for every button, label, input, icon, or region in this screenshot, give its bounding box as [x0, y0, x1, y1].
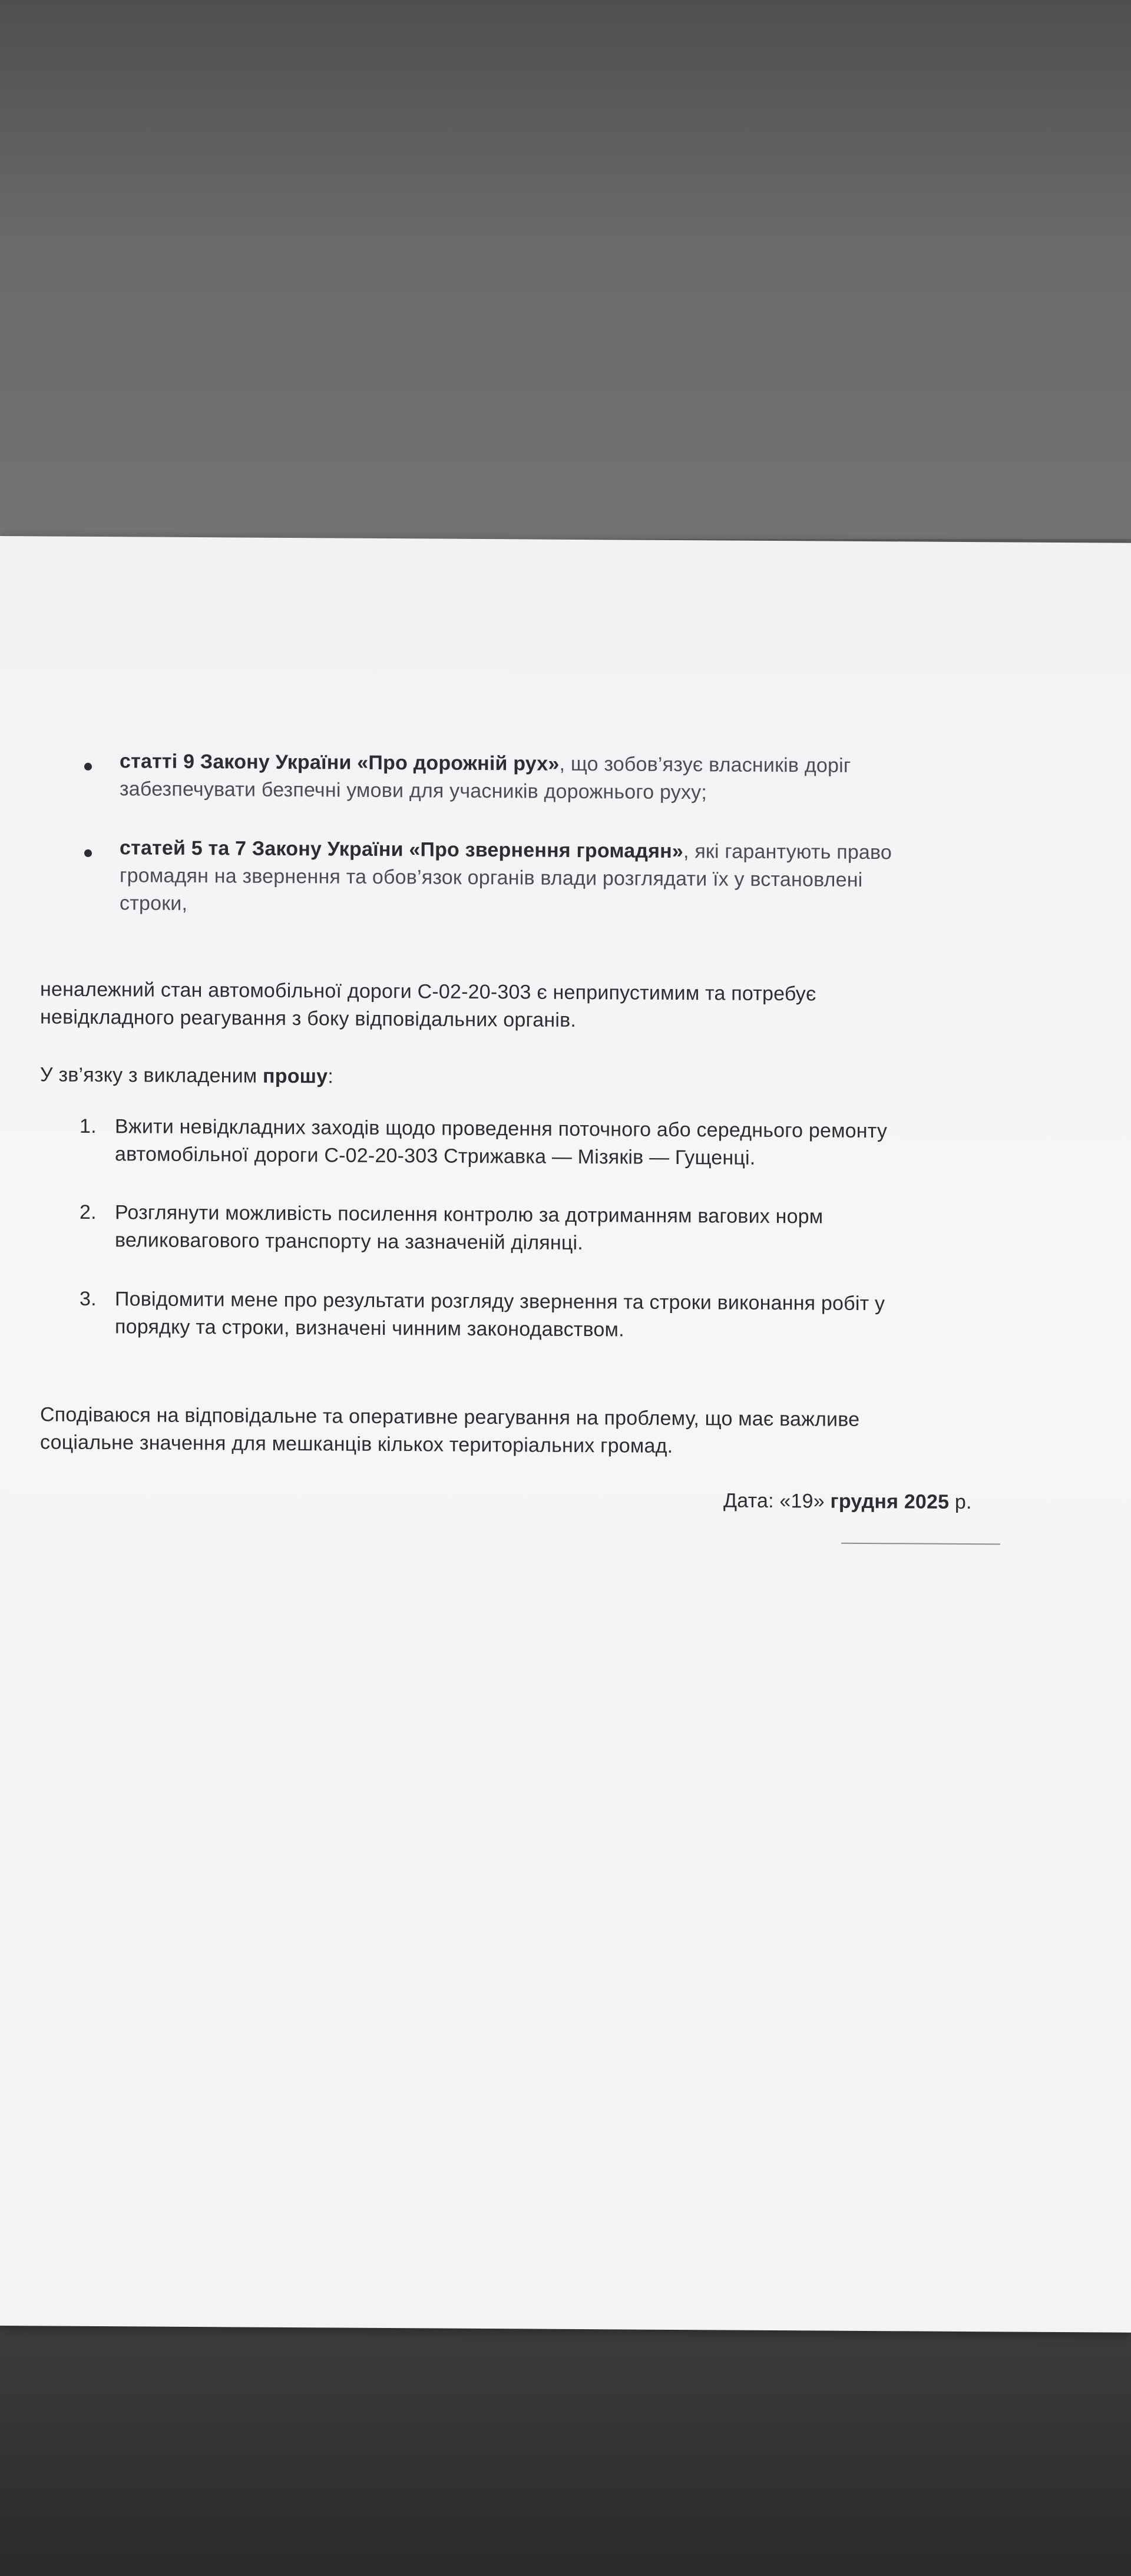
bullet-2-rest: , які гарантують право — [683, 840, 892, 864]
document-body — [0, 536, 1131, 2333]
request-2-line-2: великовагового транспорту на зазначеній ділянці. — [115, 1229, 583, 1255]
signature-line — [841, 1543, 1000, 1545]
closing-line-2: соціальне значення для мешканців кількох територіальних громад. — [40, 1431, 673, 1457]
request-1-line-2: автомобільної дороги С-02-20-303 Стрижавка — Мізяків — Гущенці. — [115, 1143, 756, 1169]
bullet-item-2-line-1 — [120, 835, 892, 865]
bullet-1-rest: , що зобов’язує власників доріг — [559, 752, 851, 777]
request-2-number: 2. — [80, 1201, 97, 1224]
bullet-item-1-line-2: забезпечувати безпечні умови для учасників дорожнього руху; — [120, 778, 707, 804]
request-intro — [40, 1062, 333, 1089]
request-3-line-1: Повідомити мене про результати розгляду звернення та строки виконання робіт у — [115, 1288, 885, 1315]
request-intro-bold: прошу — [263, 1064, 328, 1088]
request-intro-colon: : — [328, 1065, 333, 1088]
request-2-line-1: Розглянути можливість посилення контролю за дотриманням вагових норм — [115, 1201, 824, 1228]
desk-background-top — [0, 0, 1131, 539]
request-3-number: 3. — [80, 1287, 97, 1311]
request-1-line-1: Вжити невідкладних заходів щодо проведення поточного або середнього ремонту — [115, 1115, 888, 1143]
bullet-1-bold: статті 9 Закону України «Про дорожній рух» — [120, 750, 560, 775]
bullet-item-1-line-1 — [120, 749, 851, 778]
desk-background-bottom — [0, 2321, 1131, 2576]
date-day: «19» — [779, 1490, 825, 1513]
bullet-item-2-line-3: строки, — [120, 892, 188, 915]
bullet-item-2-line-2: громадян на звернення та обов’язок органів влади розглядати їх у встановлені — [120, 864, 863, 891]
bullet-icon — [84, 849, 92, 857]
request-1-number: 1. — [80, 1115, 97, 1138]
request-3-line-2: порядку та строки, визначені чинним законодавством. — [115, 1315, 624, 1341]
paper-sheet — [0, 536, 1131, 2333]
date-line — [723, 1489, 972, 1515]
paragraph-1-line-1: неналежний стан автомобільної дороги С-02-20-303 є неприпустимим та потребує — [40, 978, 816, 1006]
bullet-2-bold: статей 5 та 7 Закону України «Про звернення громадян» — [120, 836, 684, 863]
bullet-icon — [84, 763, 92, 771]
paragraph-1-line-2: невідкладного реагування з боку відповідальних органів. — [40, 1006, 577, 1031]
date-month-year: грудня 2025 — [824, 1490, 950, 1513]
closing-line-1: Сподіваюся на відповідальне та оперативне реагування на проблему, що має важливе — [40, 1403, 860, 1431]
date-label: Дата: — [723, 1489, 780, 1513]
request-intro-text: У зв’язку з викладеним — [40, 1063, 263, 1087]
date-suffix: р. — [949, 1490, 972, 1514]
